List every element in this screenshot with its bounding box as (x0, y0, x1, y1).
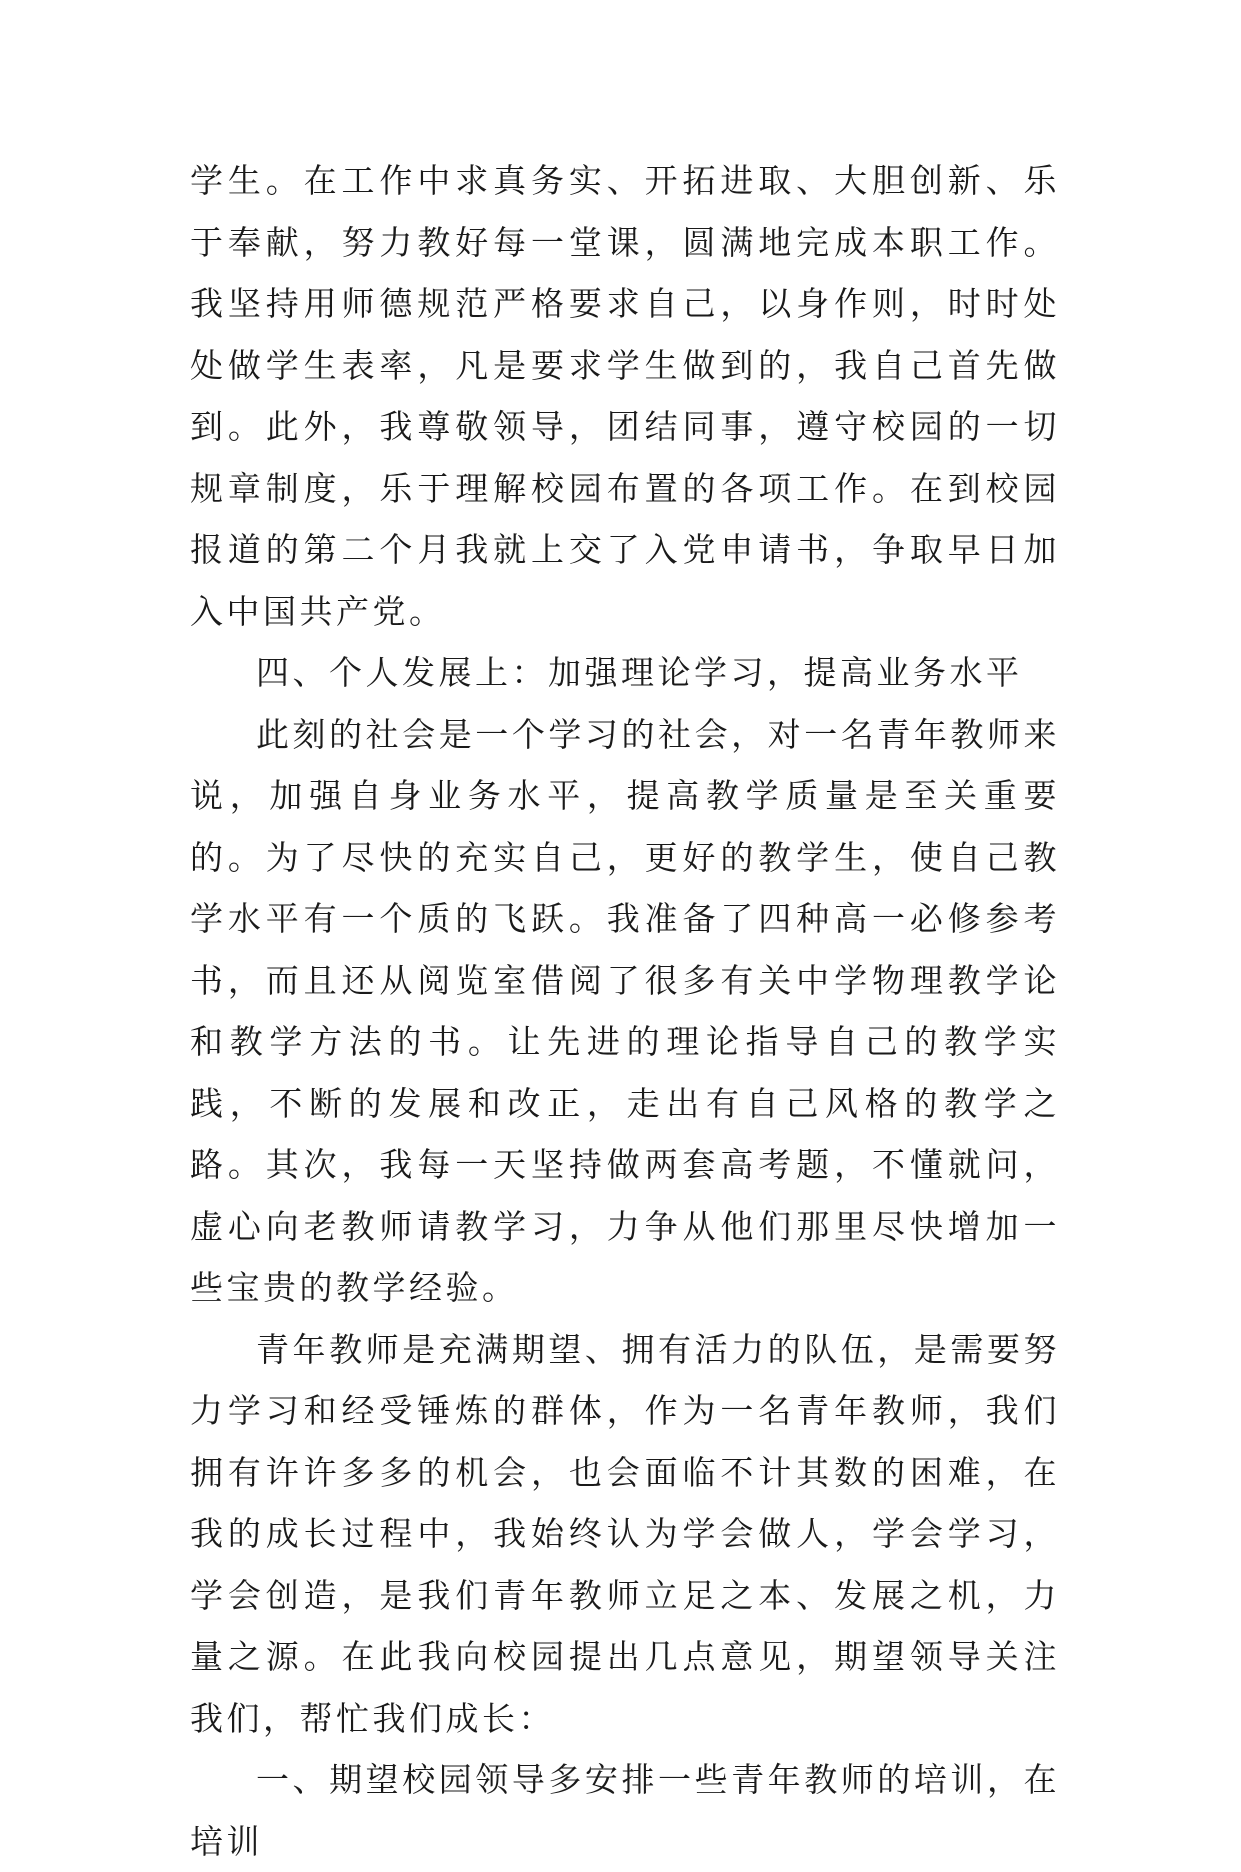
document-page (190, 150, 1060, 1872)
body-paragraph-suggestion-one: 一、期望校园领导多安排一些青年教师的培训，在培训 (190, 1760, 1060, 1861)
body-paragraph-study: 此刻的社会是一个学习的社会，对一名青年教师来说，加强自身业务水平，提高教学质量是至关重要的。为了尽快的充实自己，更好的教学生，使自己教学水平有一个质的飞跃。我准备了四种高一必修参考书，而且还从阅览室借阅了很多有关中学物理教学论和教学方法的书。让先进的理论指导自己的教学实践，不断的发展和改正，走出有自己风格的教学之路。其次，我每一天坚持做两套高考题，不懂就问，虚心向老教师请教学习，力争从他们那里尽快增加一些宝贵的教学经验。 (190, 714, 1060, 1307)
section-heading-personal-development: 四、个人发展上：加强理论学习，提高业务水平 (256, 653, 1023, 692)
body-paragraph-young-teachers: 青年教师是充满期望、拥有活力的队伍，是需要努力学习和经受锤炼的群体，作为一名青年教师，我们拥有许许多多的机会，也会面临不计其数的困难，在我的成长过程中，我始终认为学会做人，学会学习，学会创造，是我们青年教师立足之本、发展之机，力量之源。在此我向校园提出几点意见，期望领导关注我们，帮忙我们成长： (190, 1329, 1060, 1738)
body-paragraph-continuation: 学生。在工作中求真务实、开拓进取、大胆创新、乐于奉献，努力教好每一堂课，圆满地完成本职工作。我坚持用师德规范严格要求自己，以身作则，时时处处做学生表率，凡是要求学生做到的，我自己首先做到。此外，我尊敬领导，团结同事，遵守校园的一切规章制度，乐于理解校园布置的各项工作。在到校园报道的第二个月我就上交了入党申请书，争取早日加入中国共产党。 (190, 161, 1060, 631)
